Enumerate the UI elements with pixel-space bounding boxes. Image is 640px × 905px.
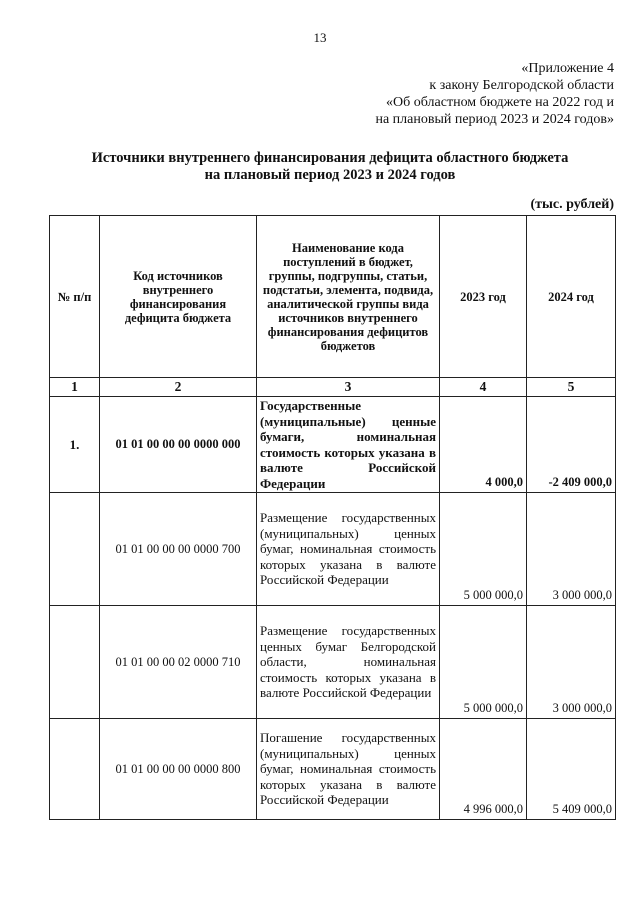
budget-sources-table [49, 215, 616, 820]
column-number: 3 [257, 378, 440, 397]
page-number: 13 [313, 30, 327, 45]
appendix-line-1: «Приложение 4 [521, 61, 614, 76]
value-2023: 4 996 000,0 [440, 719, 527, 820]
row-number [50, 493, 100, 606]
source-name: Государственные (муниципальные) ценные бумаги, номинальная стоимость которых указана в валюте Российской Федерации [257, 397, 440, 493]
appendix-reference [324, 60, 614, 128]
value-2023: 5 000 000,0 [440, 606, 527, 719]
document-title [60, 150, 600, 184]
header-number: № п/п [50, 216, 100, 378]
header-2024: 2024 год [527, 216, 616, 378]
document-title-line-1: Источники внутреннего финансирования дефицита областного бюджета [91, 150, 569, 166]
column-number-row [50, 378, 616, 397]
source-name: Размещение государственных (муниципальных) ценных бумаг, номинальная стоимость которых указана в валюте Российской Федерации [257, 493, 440, 606]
row-number [50, 606, 100, 719]
value-2023: 4 000,0 [440, 397, 527, 493]
header-name: Наименование кода поступлений в бюджет, группы, подгруппы, статьи, подстатьи, элемента, подвида, аналитической группы вида источников внутреннего финансирования дефицитов бюджетов [257, 216, 440, 378]
table-header-row [50, 216, 616, 378]
appendix-line-3: «Об областном бюджете на 2022 год и [386, 95, 614, 110]
value-2024: 3 000 000,0 [527, 493, 616, 606]
row-number [50, 719, 100, 820]
row-number: 1. [50, 397, 100, 493]
source-code: 01 01 00 00 00 0000 800 [100, 719, 257, 820]
appendix-line-2: к закону Белгородской области [429, 78, 614, 93]
source-name: Размещение государственных ценных бумаг Белгородской области, номинальная стоимость которых указана в валюте Российской Федерации [257, 606, 440, 719]
table-row [50, 493, 616, 606]
column-number: 5 [527, 378, 616, 397]
value-2024: 3 000 000,0 [527, 606, 616, 719]
value-2023: 5 000 000,0 [440, 493, 527, 606]
source-code: 01 01 00 00 02 0000 710 [100, 606, 257, 719]
source-code: 01 01 00 00 00 0000 700 [100, 493, 257, 606]
table-row [50, 719, 616, 820]
appendix-line-4: на плановый период 2023 и 2024 годов» [375, 112, 614, 127]
document-title-line-2: на плановый период 2023 и 2024 годов [204, 167, 456, 183]
source-name: Погашение государственных (муниципальных) ценных бумаг, номинальная стоимость которых указана в валюте Российской Федерации [257, 719, 440, 820]
column-number: 1 [50, 378, 100, 397]
header-code: Код источников внутреннего финансирования дефицита бюджета [100, 216, 257, 378]
value-2024: 5 409 000,0 [527, 719, 616, 820]
table-row [50, 606, 616, 719]
units-label: (тыс. рублей) [530, 197, 614, 212]
column-number: 2 [100, 378, 257, 397]
column-number: 4 [440, 378, 527, 397]
value-2024: -2 409 000,0 [527, 397, 616, 493]
table-row [50, 397, 616, 493]
header-2023: 2023 год [440, 216, 527, 378]
source-code: 01 01 00 00 00 0000 000 [100, 397, 257, 493]
